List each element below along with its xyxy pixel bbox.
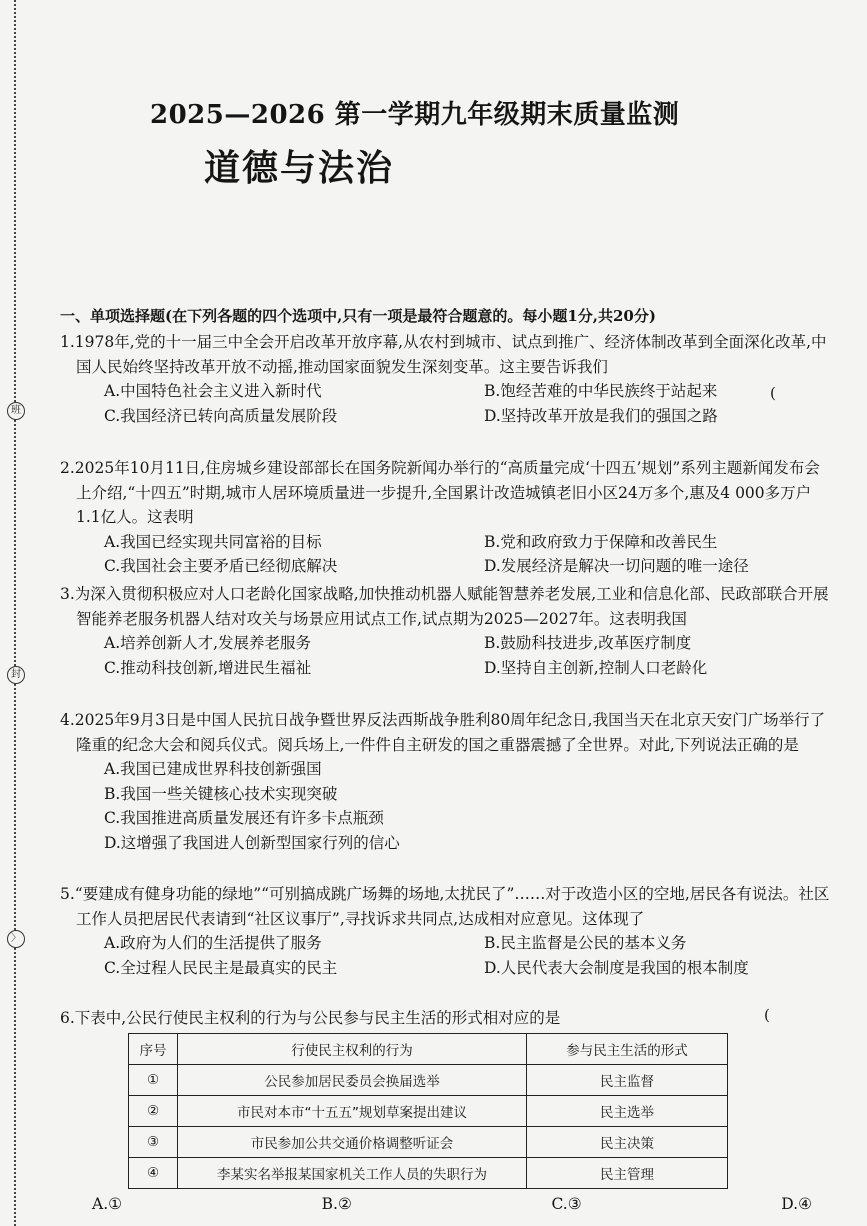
- option-b[interactable]: B.我国一些关键核心技术实现突破: [104, 784, 338, 803]
- option-d[interactable]: D.这增强了我国进人创新型国家行列的信心: [104, 833, 400, 852]
- binding-mark-class: 班: [7, 402, 25, 420]
- table-cell: 民主管理: [527, 1158, 728, 1189]
- question-stem: 4.2025年9月3日是中国人民抗日战争暨世界反法西斯战争胜利80周年纪念日,我国当天在北京天安门广场举行了隆重的纪念大会和阅兵仪式。阅兵场上,一件件自主研发的国之重器震撼了全世界。对此,下列说法正确的是: [60, 711, 826, 754]
- option-a[interactable]: A.我国已经实现共同富裕的目标: [104, 532, 322, 551]
- subject-title: 道德与法治: [204, 147, 395, 189]
- option-d[interactable]: D.人民代表大会制度是我国的根本制度: [484, 958, 749, 977]
- question-stem: 5.“要建成有健身功能的绿地”“可别搞成跳广场舞的场地,太扰民了”……对于改造小区的空地,居民各有说法。社区工作人员把居民代表请到“社区议事厅”,寻找诉求共同点,达成相对应意见。这体现了: [60, 885, 830, 928]
- question-stem: 6.下表中,公民行使民主权利的行为与公民参与民主生活的形式相对应的是: [60, 1009, 561, 1027]
- table-header-row: [129, 1034, 728, 1065]
- option-b[interactable]: B.党和政府致力于保障和改善民生: [484, 532, 718, 551]
- option-d[interactable]: D.坚持自主创新,控制人口老龄化: [484, 658, 708, 677]
- answer-paren: (: [764, 1006, 770, 1024]
- question-stem: 1.1978年,党的十一届三中全会开启改革开放序幕,从农村到城市、试点到推广、经济体制改革到全面深化改革,中国人民始终坚持改革开放不动摇,推动国家面貌发生深刻变革。这主要告诉我们: [60, 333, 827, 376]
- options: [60, 931, 830, 980]
- binding-mark-line: 〉: [7, 930, 25, 948]
- option-b[interactable]: B.民主监督是公民的基本义务: [484, 934, 687, 952]
- question-3: [60, 582, 830, 680]
- option-c[interactable]: C.全过程人民民主是最真实的民主: [104, 958, 338, 977]
- table-header: 参与民主生活的形式: [527, 1034, 728, 1065]
- option-a[interactable]: A.培养创新人才,发展养老服务: [104, 634, 312, 652]
- question-stem: 2.2025年10月11日,住房城乡建设部部长在国务院新闻办举行的“高质量完成‘十四五’规划”系列主题新闻发布会上介绍,“十四五”时期,城市人居环境质量进一步提升,全国累计改造城镇老旧小区24万多个,惠及4 000多万户1.1亿人。这表明: [60, 459, 820, 526]
- question-2: [60, 456, 830, 579]
- option-b[interactable]: B.②: [321, 1195, 352, 1213]
- table-header: 行使民主权利的行为: [178, 1034, 527, 1065]
- options: [60, 379, 830, 428]
- question-stem: 3.为深入贯彻积极应对人口老龄化国家战略,加快推动机器人赋能智慧养老发展,工业和信息化部、民政部联合开展智能养老服务机器人结对攻关与场景应用试点工作,试点期为2025—2027年。这表明我国: [60, 585, 829, 628]
- table-row: [129, 1127, 728, 1158]
- table-cell: ④: [129, 1158, 178, 1189]
- table-cell: ③: [129, 1127, 178, 1158]
- option-a[interactable]: A.①: [92, 1195, 123, 1213]
- option-b[interactable]: B.鼓励科技进步,改革医疗制度: [484, 634, 692, 652]
- option-c[interactable]: C.我国社会主要矛盾已经彻底解决: [104, 557, 338, 575]
- question-5: [60, 882, 830, 980]
- option-b[interactable]: B.饱经苦难的中华民族终于站起来: [484, 382, 718, 400]
- table-cell: 民主监督: [527, 1065, 728, 1096]
- table-header: 序号: [129, 1034, 178, 1065]
- table-cell: 民主选举: [527, 1096, 728, 1127]
- binding-line: [14, 0, 16, 1226]
- option-c[interactable]: C.我国经济已转向高质量发展阶段: [104, 406, 338, 425]
- question-4: [60, 708, 830, 855]
- table-row: [129, 1096, 728, 1127]
- option-a[interactable]: A.政府为人们的生活提供了服务: [104, 934, 322, 952]
- table-cell: 民主决策: [527, 1127, 728, 1158]
- question-6: [60, 1006, 830, 1031]
- table-cell: 市民参加公共交通价格调整听证会: [178, 1127, 527, 1158]
- table-cell: ②: [129, 1096, 178, 1127]
- table-cell: 公民参加居民委员会换届选举: [178, 1065, 527, 1096]
- table-cell: ①: [129, 1065, 178, 1096]
- options: [60, 631, 830, 680]
- table-row: [129, 1158, 728, 1189]
- option-d[interactable]: D.发展经济是解决一切问题的唯一途径: [484, 557, 749, 575]
- table-cell: 市民对本市“十五五”规划草案提出建议: [178, 1096, 527, 1127]
- option-d[interactable]: D.④: [781, 1195, 812, 1213]
- section-heading: 一、单项选择题(在下列各题的四个选项中,只有一项是最符合题意的。每小题1分,共20分): [60, 307, 656, 325]
- option-a[interactable]: A.中国特色社会主义进入新时代: [104, 382, 322, 400]
- answer-paren: (: [770, 384, 776, 402]
- option-c[interactable]: C.推动科技创新,增进民生福祉: [104, 658, 312, 677]
- option-d[interactable]: D.坚持改革开放是我们的强国之路: [484, 406, 718, 425]
- options: [60, 530, 830, 579]
- question-1: [60, 330, 830, 428]
- options: [60, 757, 830, 855]
- question-6-table: [128, 1033, 728, 1189]
- table-row: [129, 1065, 728, 1096]
- binding-mark-seal: 封: [7, 666, 25, 684]
- exam-title: 2025—2026 第一学期九年级期末质量监测: [150, 100, 680, 130]
- question-6-options: [92, 1195, 812, 1213]
- table-cell: 李某实名举报某国家机关工作人员的失职行为: [178, 1158, 527, 1189]
- option-c[interactable]: C.我国推进高质量发展还有许多卡点瓶颈: [104, 809, 384, 827]
- option-a[interactable]: A.我国已建成世界科技创新强国: [104, 760, 322, 778]
- option-c[interactable]: C.③: [551, 1195, 582, 1213]
